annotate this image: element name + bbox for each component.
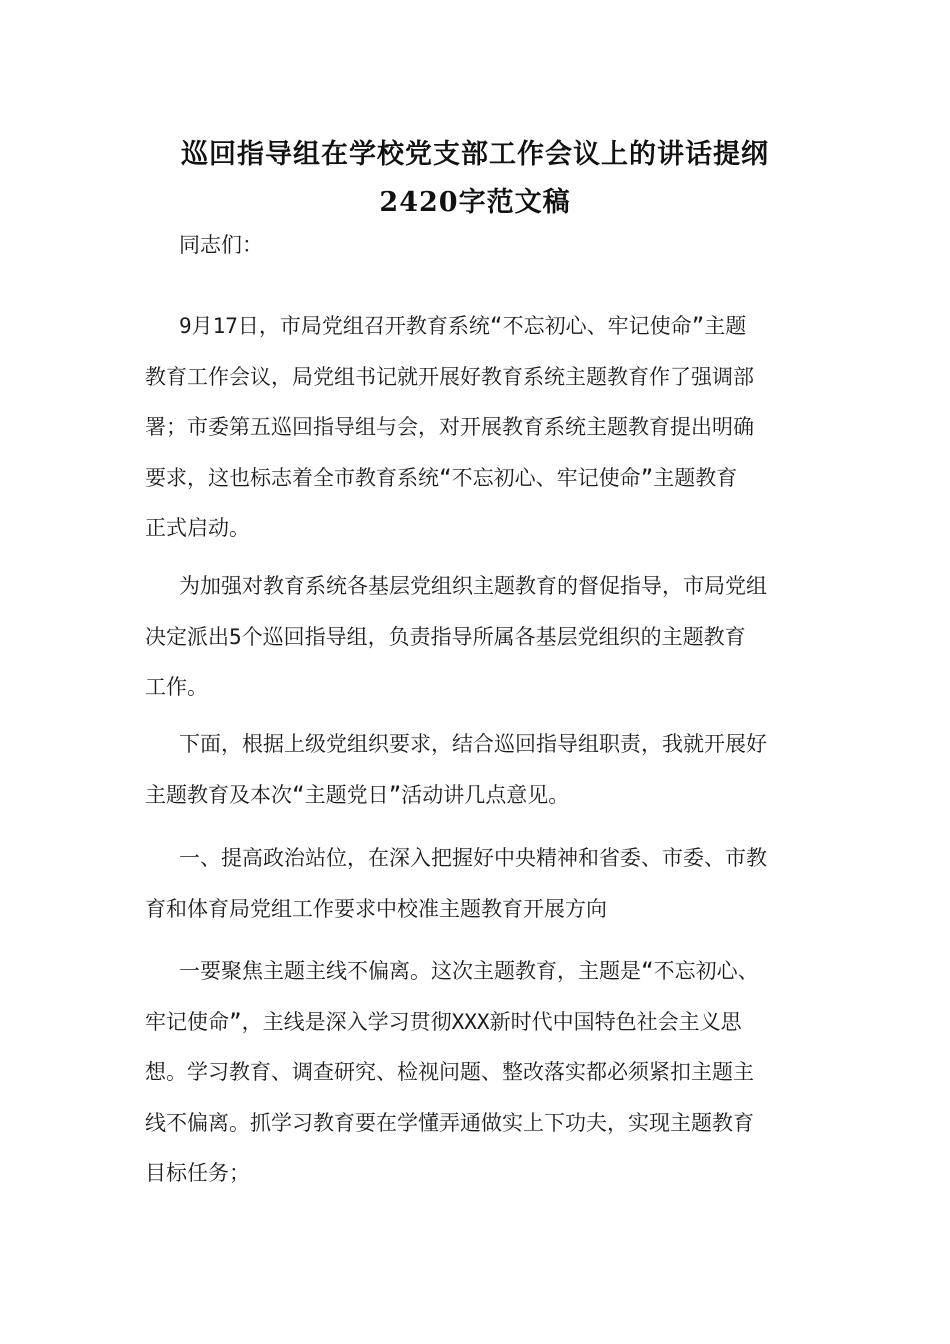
- paragraph-line: 主题教育及本次“主题党日”活动讲几点意见。: [145, 782, 570, 807]
- paragraph-line: 一、提高政治站位，在深入把握好中央精神和省委、市委、市教: [179, 846, 767, 870]
- paragraph-line: 9月17日，市局党组召开教育系统“不忘初心、牢记使命”主题: [179, 314, 747, 338]
- paragraph-line: 想。学习教育、调查研究、检视问题、整改落实都必须紧扣主题主: [145, 1060, 754, 1085]
- paragraph-line: 正式启动。: [145, 516, 250, 541]
- paragraph-line: 一要聚焦主题主线不偏离。这次主题教育，主题是“不忘初心、: [179, 959, 759, 983]
- document-title-line-2: 2420字范文稿: [379, 187, 571, 218]
- paragraph-line: 工作。: [145, 675, 208, 700]
- paragraph-line: 牢记使命”，主线是深入学习贯彻XXX新时代中国特色社会主义思: [145, 1009, 742, 1034]
- paragraph-line: 署；市委第五巡回指导组与会，对开展教育系统主题教育提出明确: [145, 415, 754, 440]
- salutation-text: 同志们：: [179, 233, 263, 257]
- salutation: [145, 220, 810, 271]
- paragraph-line: 教育工作会议，局党组书记就开展好教育系统主题教育作了强调部: [145, 364, 754, 389]
- paragraph-1: [145, 301, 810, 554]
- paragraph-2: [145, 561, 810, 713]
- paragraph-line: 下面，根据上级党组织要求，结合巡回指导组职责，我就开展好: [179, 732, 767, 756]
- paragraph-line: 线不偏离。抓学习教育要在学懂弄通做实上下功夫，实现主题教育: [145, 1110, 754, 1135]
- document-title-line-1: 巡回指导组在学校党支部工作会议上的讲话提纲: [181, 139, 769, 170]
- paragraph-line: 决定派出5个巡回指导组，负责指导所属各基层党组织的主题教育: [145, 624, 746, 649]
- paragraph-line: 为加强对教育系统各基层党组织主题教育的督促指导，市局党组: [179, 574, 767, 598]
- paragraph-5: [145, 946, 810, 1199]
- paragraph-4-heading: [145, 833, 810, 934]
- paragraph-3: [145, 719, 810, 820]
- paragraph-line: 要求，这也标志着全市教育系统“不忘初心、牢记使命”主题教育: [145, 465, 738, 490]
- paragraph-line: 育和体育局党组工作要求中校准主题教育开展方向: [145, 896, 607, 921]
- paragraph-line: 目标任务；: [145, 1161, 250, 1186]
